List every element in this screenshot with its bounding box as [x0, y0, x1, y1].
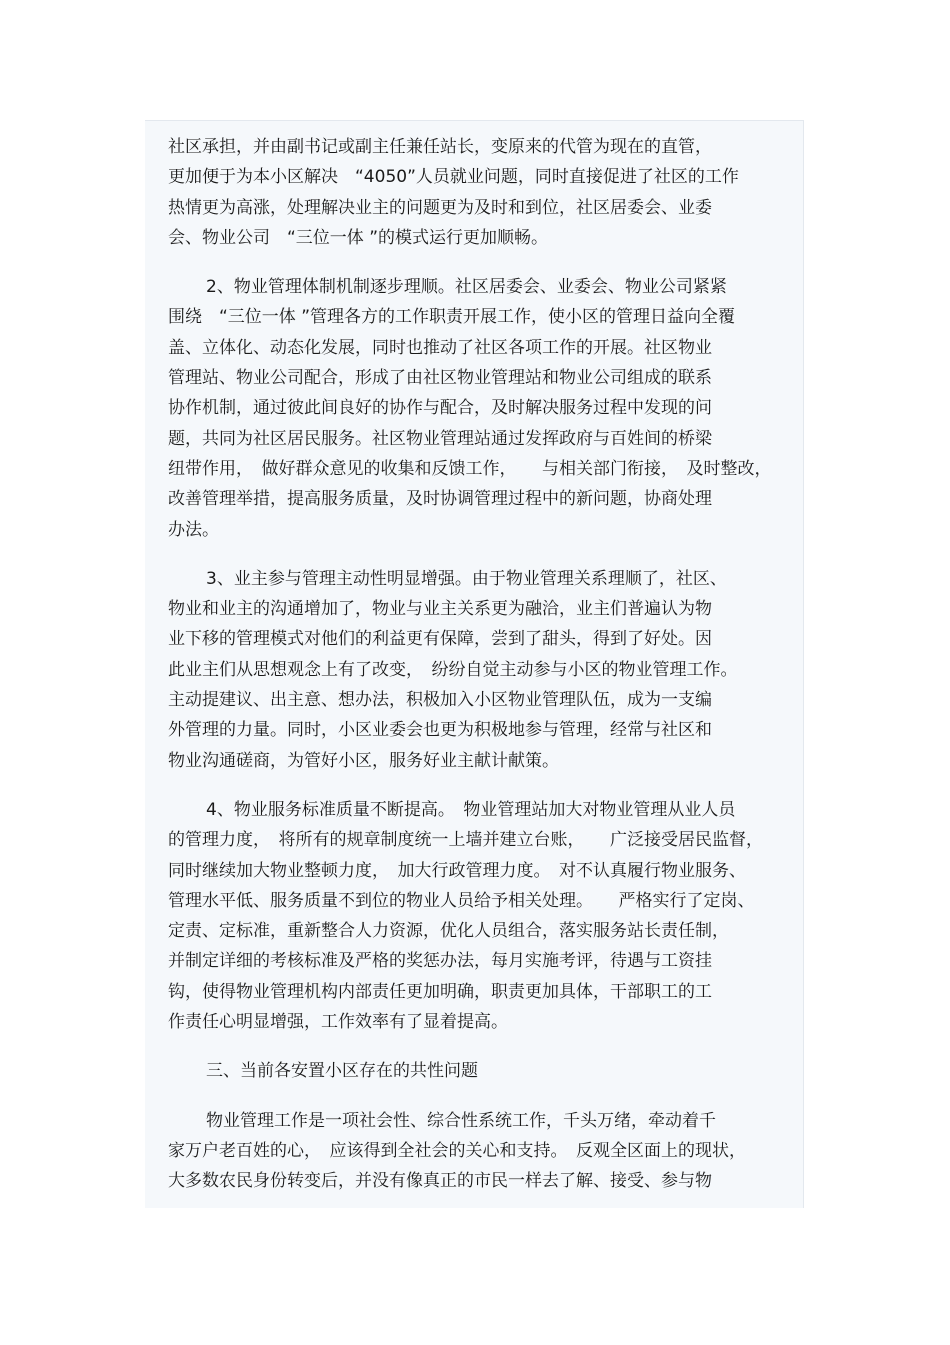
text-line: 并制定详细的考核标准及严格的奖惩办法，每月实施考评，待遇与工资挂 [168, 951, 712, 972]
text-line: 纽带作用， 做好群众意见的收集和反馈工作， 与相关部门衔接， 及时整改， [168, 458, 772, 479]
text-line: 家万户老百姓的心， 应该得到全社会的关心和支持。 反观全区面上的现状， [168, 1140, 746, 1161]
text-line: 钩，使得物业管理机构内部责任更加明确，职责更加具体，干部职工的工 [168, 981, 712, 1002]
text-line: 管理站、物业公司配合，形成了由社区物业管理站和物业公司组成的联系 [168, 368, 712, 389]
paragraph [168, 272, 783, 545]
text-line: 外管理的力量。同时，小区业委会也更为积极地参与管理，经常与社区和 [168, 720, 712, 741]
text-line: 社区承担，并由副书记或副主任兼任站长，变原来的代管为现在的直管， [168, 137, 712, 157]
text-line: 的管理力度， 将所有的规章制度统一上墙并建立台账， 广泛接受居民监督， [168, 830, 763, 851]
text-line: 管理水平低、服务质量不到位的物业人员给予相关处理。 严格实行了定岗、 [168, 890, 755, 911]
text-line: 物业和业主的沟通增加了，物业与业主关系更为融洽，业主们普遍认为物 [168, 599, 712, 620]
text-line: 协作机制，通过彼此间良好的协作与配合，及时解决服务过程中发现的问 [168, 398, 712, 419]
text-line: 会、物业公司 “三位一体 ”的模式运行更加顺畅。 [168, 227, 549, 248]
text-line: 定责、定标准，重新整合人力资源，优化人员组合，落实服务站长责任制， [168, 921, 729, 942]
text-line: 更加便于为本小区解决 “4050”人员就业问题，同时直接促进了社区的工作 [168, 167, 739, 188]
text-line: 作责任心明显增强，工作效率有了显着提高。 [168, 1012, 508, 1033]
text-line: 热情更为高涨，处理解决业主的问题更为及时和到位，社区居委会、业委 [168, 197, 712, 218]
paragraph [168, 1056, 783, 1086]
text-line: 物业管理工作是一项社会性、综合性系统工作，千头万绪，牵动着千 [206, 1110, 716, 1131]
paragraph [168, 795, 783, 1037]
text-line: 3、业主参与管理主动性明显增强。由于物业管理关系理顺了，社区、 [206, 568, 727, 589]
document-body [168, 132, 783, 1216]
text-line: 主动提建议、出主意、想办法，积极加入小区物业管理队伍，成为一支编 [168, 690, 712, 711]
text-line: 物业沟通磋商，为管好小区，服务好业主献计献策。 [168, 750, 559, 771]
text-line: 改善管理举措，提高服务质量，及时协调管理过程中的新问题，协商处理 [168, 489, 712, 510]
text-line: 同时继续加大物业整顿力度， 加大行政管理力度。 对不认真履行物业服务、 [168, 860, 746, 881]
paragraph [168, 1106, 783, 1197]
text-line: 2、物业管理体制机制逐步理顺。社区居委会、业委会、物业公司紧紧 [206, 277, 727, 298]
text-line: 大多数农民身份转变后，并没有像真正的市民一样去了解、接受、参与物 [168, 1171, 712, 1192]
paragraph [168, 132, 783, 253]
text-line: 三、当前各安置小区存在的共性问题 [206, 1061, 478, 1082]
text-line: 此业主们从思想观念上有了改变， 纷纷自觉主动参与小区的物业管理工作。 [168, 659, 738, 680]
text-line: 围绕 “三位一体 ”管理各方的工作职责开展工作，使小区的管理日益向全覆 [168, 307, 736, 328]
text-line: 题，共同为社区居民服务。社区物业管理站通过发挥政府与百姓间的桥梁 [168, 428, 712, 449]
text-line: 盖、立体化、动态化发展，同时也推动了社区各项工作的开展。社区物业 [168, 337, 712, 358]
text-line: 办法。 [168, 519, 219, 540]
text-line: 4、物业服务标准质量不断提高。 物业管理站加大对物业管理从业人员 [206, 799, 736, 820]
text-line: 业下移的管理模式对他们的利益更有保障，尝到了甜头，得到了好处。因 [168, 629, 712, 650]
paragraph [168, 564, 783, 776]
